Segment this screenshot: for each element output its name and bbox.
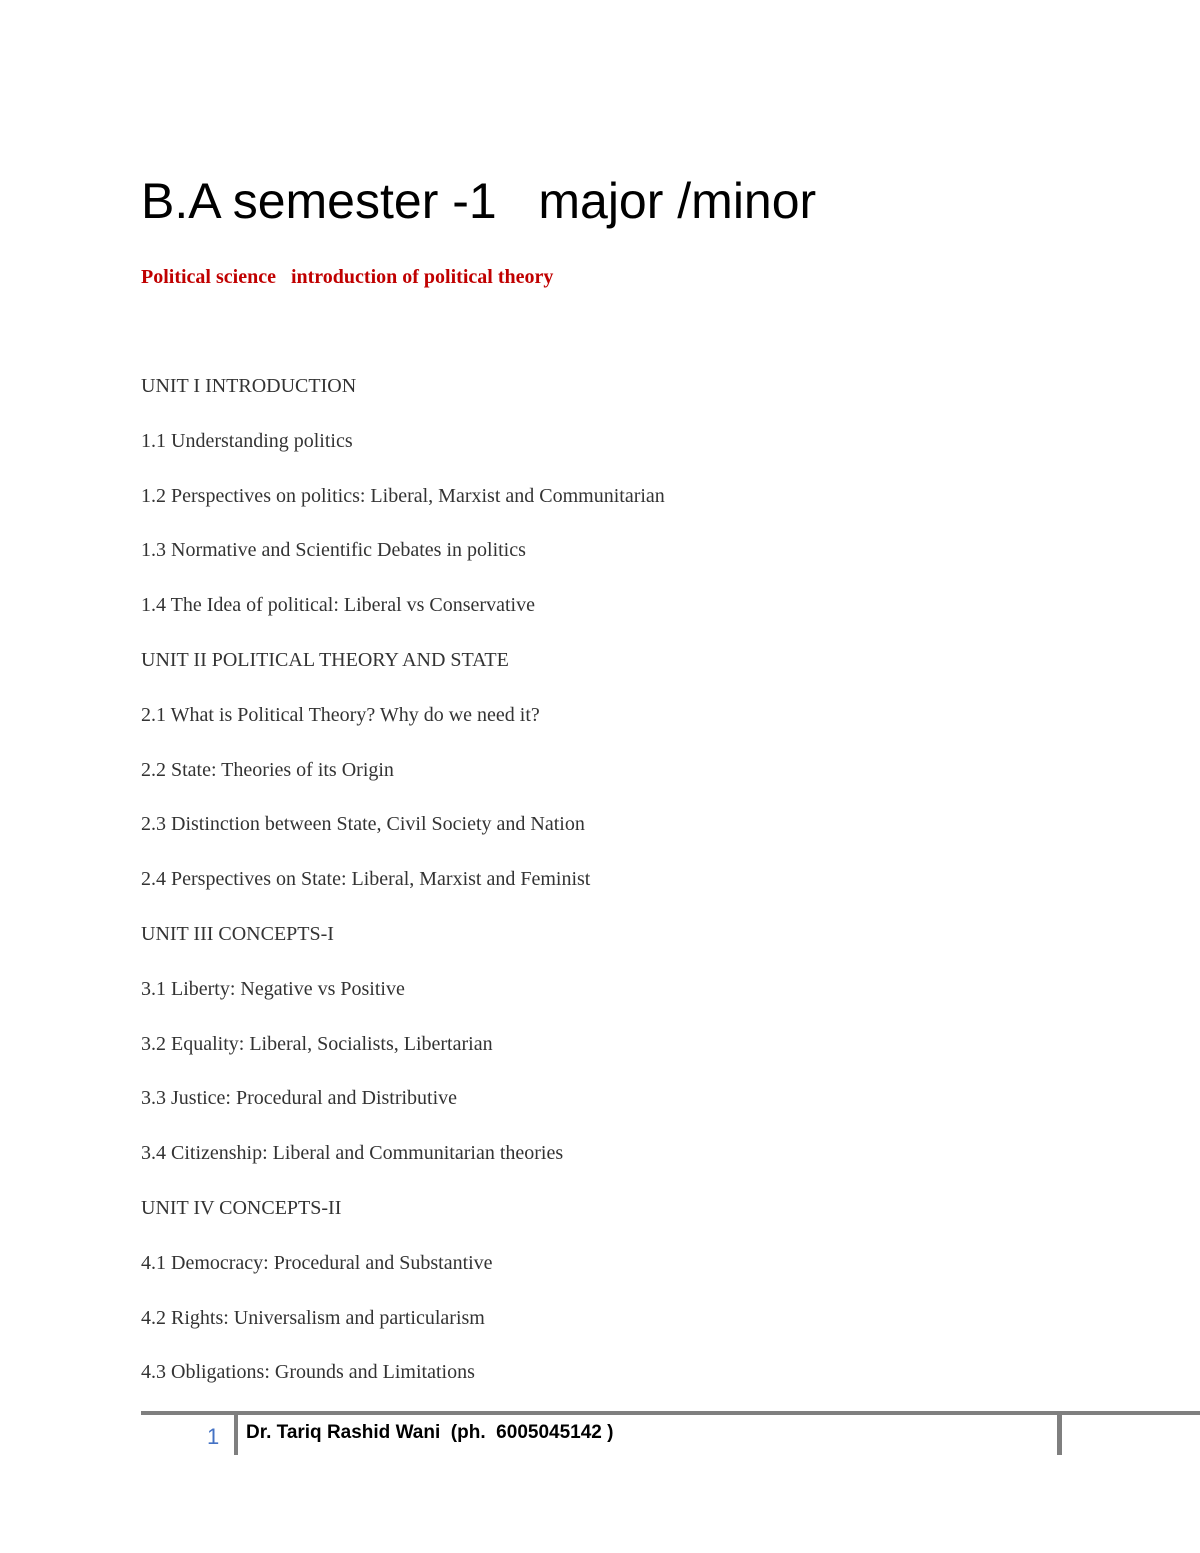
outline-item: 2.3 Distinction between State, Civil Society and Nation [141, 813, 585, 836]
outline-item: 3.3 Justice: Procedural and Distributive [141, 1087, 458, 1110]
page-number: 1 [207, 1424, 220, 1449]
outline-item: 2.4 Perspectives on State: Liberal, Marxist and Feminist [141, 868, 591, 891]
unit-heading: UNIT IV CONCEPTS-II [141, 1196, 342, 1219]
document-title: B.A semester -1 major /minor [141, 173, 817, 229]
outline-item: 3.2 Equality: Liberal, Socialists, Libertarian [141, 1032, 493, 1055]
outline-item: 1.4 The Idea of political: Liberal vs Conservative [141, 594, 535, 617]
outline-item: 1.2 Perspectives on politics: Liberal, Marxist and Communitarian [141, 484, 665, 507]
syllabus-outline [141, 372, 665, 1413]
unit-heading: UNIT III CONCEPTS-I [141, 922, 334, 945]
footer-author: Dr. Tariq Rashid Wani (ph. 6005045142 ) [246, 1422, 614, 1443]
footer-divider [234, 1415, 238, 1455]
footer-divider-right [1057, 1415, 1062, 1455]
unit-heading: UNIT I INTRODUCTION [141, 375, 357, 397]
footer-rule [141, 1411, 1200, 1415]
outline-item: 4.3 Obligations: Grounds and Limitations [141, 1361, 475, 1384]
unit-heading: UNIT II POLITICAL THEORY AND STATE [141, 648, 509, 671]
outline-item: 3.1 Liberty: Negative vs Positive [141, 977, 405, 1000]
document-subtitle: Political science introduction of political theory [141, 266, 554, 288]
outline-item: 2.2 State: Theories of its Origin [141, 758, 394, 781]
outline-item: 2.1 What is Political Theory? Why do we need it? [141, 703, 540, 726]
outline-item: 4.2 Rights: Universalism and particularism [141, 1306, 485, 1329]
outline-item: 1.1 Understanding politics [141, 429, 353, 452]
outline-item: 1.3 Normative and Scientific Debates in politics [141, 539, 526, 562]
outline-item: 3.4 Citizenship: Liberal and Communitarian theories [141, 1142, 564, 1165]
outline-item: 4.1 Democracy: Procedural and Substantive [141, 1251, 493, 1274]
